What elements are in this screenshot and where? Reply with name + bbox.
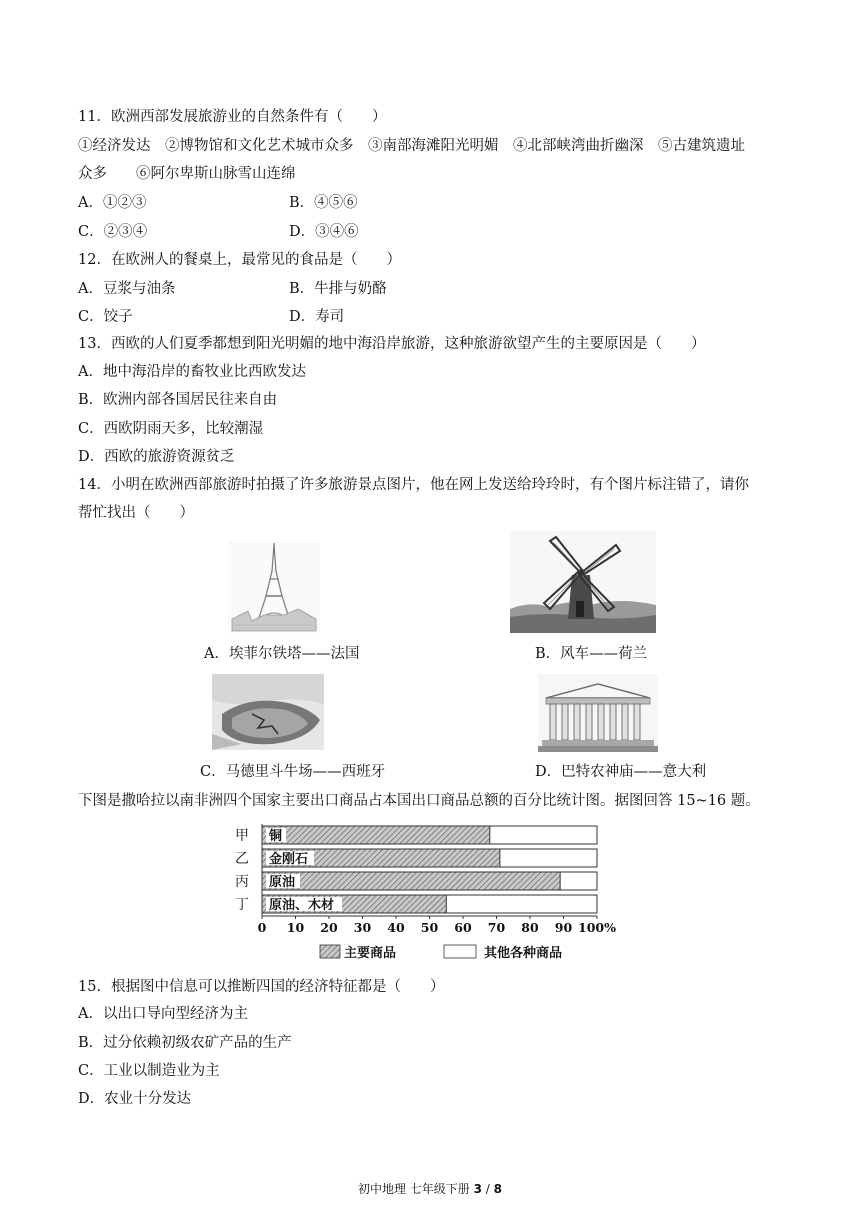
q12-option-b[interactable]: B．牛排与奶酪 (289, 281, 387, 297)
category-label: 丙 (235, 874, 249, 890)
q15-option-c[interactable]: C．工业以制造业为主 (78, 1063, 220, 1079)
parthenon-photo (538, 674, 658, 752)
q14-stem-line2: 帮忙找出（ ） (78, 505, 194, 521)
category-label: 乙 (235, 851, 249, 867)
export-share-chart (222, 823, 622, 965)
q13-option-a[interactable]: A．地中海沿岸的畜牧业比西欧发达 (78, 364, 306, 380)
q11-option-a[interactable]: A．①②③ (78, 195, 147, 211)
bar-label-3: 原油 (269, 875, 296, 890)
legend-label-other: 其他各种商品 (484, 946, 563, 961)
q11-stem: 11．欧洲西部发展旅游业的自然条件有（ ） (78, 109, 387, 125)
x-tick-label: 60 (454, 920, 472, 935)
x-tick-label: 10 (286, 920, 305, 935)
category-label: 甲 (235, 828, 249, 844)
q13-stem: 13．西欧的人们夏季都想到阳光明媚的地中海沿岸旅游，这种旅游欲望产生的主要原因是（ ） (78, 336, 706, 352)
q13-option-c[interactable]: C．西欧阴雨天多，比较潮湿 (78, 421, 264, 437)
bar-main-1 (262, 826, 490, 844)
q15-stem: 15．根据图中信息可以推断四国的经济特征都是（ ） (78, 979, 445, 995)
q15-option-a[interactable]: A．以出口导向型经济为主 (78, 1006, 248, 1022)
q13-option-d[interactable]: D．西欧的旅游资源贫乏 (78, 449, 235, 465)
legend-label-main: 主要商品 (344, 946, 397, 961)
chart-intro: 下图是撒哈拉以南非洲四个国家主要出口商品占本国出口商品总额的百分比统计图。据图回答 15~16 题。 (78, 793, 760, 809)
eiffel-tower-photo (228, 541, 320, 633)
q15-option-b[interactable]: B．过分依赖初级农矿产品的生产 (78, 1035, 292, 1051)
q12-stem: 12．在欧洲人的餐桌上，最常见的食品是（ ） (78, 252, 401, 268)
q11-option-c[interactable]: C．②③④ (78, 224, 148, 240)
q12-option-a[interactable]: A．豆浆与油条 (78, 281, 176, 297)
x-tick-label: 70 (487, 920, 506, 935)
q14-caption-c[interactable]: C．马德里斗牛场——西班牙 (200, 764, 386, 780)
x-tick-label: 50 (420, 920, 439, 935)
x-tick-label: 40 (387, 920, 405, 935)
x-tick-label: 30 (353, 920, 372, 935)
q12-option-c[interactable]: C．饺子 (78, 309, 133, 325)
q11-option-d[interactable]: D．③④⑥ (289, 224, 359, 240)
legend-swatch-other (444, 945, 476, 958)
q11-option-b[interactable]: B．④⑤⑥ (289, 195, 358, 211)
q14-caption-b[interactable]: B．风车——荷兰 (535, 646, 648, 662)
windmill-photo (510, 531, 656, 633)
bar-label-1: 铜 (269, 829, 283, 844)
footer-subject: 初中地理 七年级下册 (357, 1182, 474, 1196)
bar-label-4: 原油、木材 (269, 898, 335, 913)
footer-page-total: 8 (493, 1182, 503, 1196)
page-footer (0, 1181, 860, 1197)
x-tick-label: 20 (320, 920, 338, 935)
bar-label-2: 金刚石 (269, 852, 309, 867)
q13-option-b[interactable]: B．欧洲内部各国居民往来自由 (78, 392, 278, 408)
x-tick-label: 90 (554, 920, 573, 935)
q12-option-d[interactable]: D．寿司 (289, 309, 345, 325)
footer-separator: / (481, 1182, 494, 1196)
q14-caption-a[interactable]: A．埃菲尔铁塔——法国 (204, 646, 360, 662)
x-tick-label: 100% (578, 920, 616, 935)
q15-option-d[interactable]: D．农业十分发达 (78, 1091, 192, 1107)
bullring-photo (212, 674, 324, 750)
x-tick-label: 0 (257, 920, 267, 935)
footer-page-number: 3 (473, 1182, 482, 1196)
legend-swatch-main (320, 945, 340, 958)
x-tick-label: 80 (521, 920, 539, 935)
bar-main-3 (262, 872, 560, 890)
q11-items-line1: ①经济发达 ②博物馆和文化艺术城市众多 ③南部海滩阳光明媚 ④北部峡湾曲折幽深 ⑤古建筑遗址 (78, 138, 745, 154)
q14-stem-line1: 14．小明在欧洲西部旅游时拍摄了许多旅游景点图片，他在网上发送给玲玲时，有个图片标注错了，请你 (78, 477, 749, 493)
q14-caption-d[interactable]: D．巴特农神庙——意大利 (535, 764, 707, 780)
category-label: 丁 (235, 897, 249, 913)
q11-items-line2: 众多 ⑥阿尔卑斯山脉雪山连绵 (78, 166, 296, 182)
